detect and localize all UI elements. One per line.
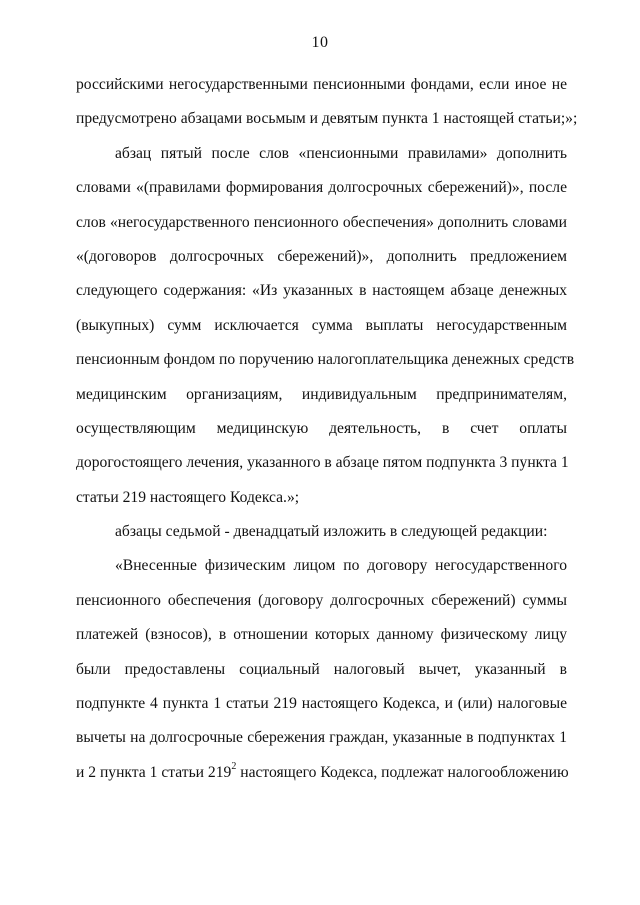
text-line: следующего содержания: «Из указанных в настоящем абзаце денежных [76,282,567,300]
text-run: и 2 пункта 1 статьи 219 [76,763,232,781]
text-line: предусмотрено абзацами восьмым и девятым пункта 1 настоящей статьи;»; [76,110,578,128]
paragraph [76,549,567,790]
text-line: пенсионным фондом по поручению налогоплательщика денежных средств [76,351,575,369]
text-line: словами «(правилами формирования долгосрочных сбережений)», после [76,179,567,197]
text-line: российскими негосударственными пенсионными фондами, если иное не [76,76,567,93]
superscript-index: 2 [231,760,237,772]
text-line: были предоставлены социальный налоговый вычет, указанный в [76,660,567,678]
text-line: (выкупных) сумм исключается сумма выплаты негосударственным [76,316,567,334]
text-line: подпункте 4 пункта 1 статьи 219 настоящего Кодекса, и (или) налоговые [76,695,567,713]
document-body [76,68,578,790]
text-line: вычеты на долгосрочные сбережения граждан, указанные в подпунктах 1 [76,729,567,747]
paragraph [76,515,567,549]
text-run: настоящего Кодекса, подлежат налогообложению [236,763,569,781]
text-line: платежей (взносов), в отношении которых данному физическому лицу [76,626,567,644]
text-line: «Внесенные физическим лицом по договору негосударственного [115,557,567,575]
text-line: статьи 219 настоящего Кодекса.»; [76,488,300,506]
page-number: 10 [311,34,329,51]
text-line: осуществляющим медицинскую деятельность, в счет оплаты [76,419,567,437]
text-line [76,756,567,790]
text-line: абзацы седьмой - двенадцатый изложить в следующей редакции: [115,523,548,541]
paragraph [76,137,575,515]
text-line: пенсионного обеспечения (договору долгосрочных сбережений) суммы [76,591,567,609]
text-line: абзац пятый после слов «пенсионными правилами» дополнить [115,144,567,162]
text-line: «(договоров долгосрочных сбережений)», дополнить предложением [76,247,567,265]
text-line: слов «негосударственного пенсионного обеспечения» дополнить словами [76,213,567,231]
text-line: дорогостоящего лечения, указанного в абзаце пятом подпункта 3 пункта 1 [76,454,569,472]
text-line: медицинским организациям, индивидуальным предпринимателям, [76,385,567,403]
paragraph [76,68,578,137]
